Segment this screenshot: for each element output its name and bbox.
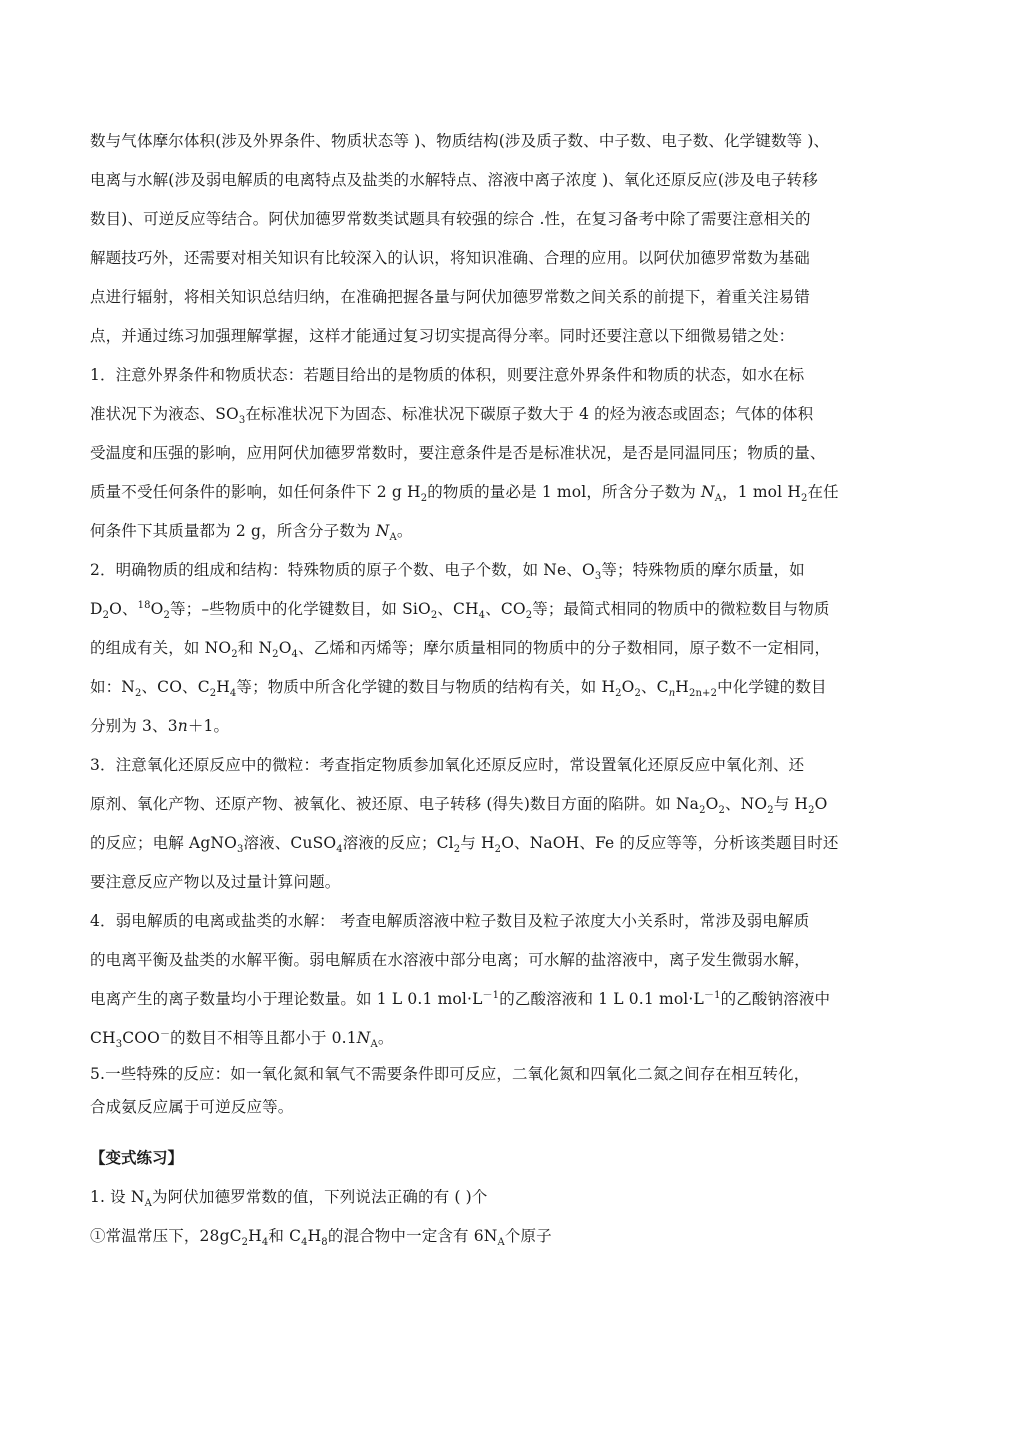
intro-paragraph <box>90 122 920 356</box>
text-line: 合成氨反应属于可逆反应等。 <box>90 1098 294 1116</box>
point-1 <box>90 356 920 551</box>
exercise-question-1 <box>90 1178 920 1256</box>
text-line: 如：$N_2$、CO、$C_2H_4$等；物质中所含化学键的数目与物质的结构有关，如 $H_2O_2$、$C_nH_{2n+2}$中化学键的数目 <box>90 678 827 700</box>
text-line: 的反应；电解 AgNO$_3$溶液、CuSO$_4$溶液的反应；$Cl_2$与 $H_2O$、NaOH、Fe 的反应等等，分析该类题目时还 <box>90 834 839 856</box>
text-line: 解题技巧外，还需要对相关知识有比较深入的认识，将知识准确、合理的应用。以阿伏加德罗常数为基础 <box>90 249 810 267</box>
point-3 <box>90 746 920 902</box>
text-line: 数与气体摩尔体积(涉及外界条件、物质状态等 )、物质结构(涉及质子数、中子数、电子数、化学键数等 )、 <box>90 132 830 150</box>
text-line: $D_2O$、$^{18}O_2$等；–些物质中的化学键数目，如 SiO$_2$、$CH_4$、$CO_2$等；最简式相同的物质中的微粒数目与物质 <box>90 599 830 622</box>
text-line: 要注意反应产物以及过量计算问题。 <box>90 873 341 891</box>
text-line: 的组成有关，如 $NO_2$和 $N_2O_4$、乙烯和丙烯等；摩尔质量相同的物质中的分子数相同，原子数不一定相同， <box>90 639 831 661</box>
text-line: 何条件下其质量都为 2 g，所含分子数为 $N_A$。 <box>90 522 413 544</box>
text-line: 的电离平衡及盐类的水解平衡。弱电解质在水溶液中部分电离；可水解的盐溶液中，离子发生微弱水解， <box>90 951 810 969</box>
point-4 <box>90 902 920 1058</box>
text-line: 2．明确物质的组成和结构：特殊物质的原子个数、电子个数，如 Ne、$O_3$等；特殊物质的摩尔质量，如 <box>90 561 805 583</box>
text-line: 准状况下为液态、$SO_3$在标准状况下为固态、标准状况下碳原子数大于 4 的烃为液态或固态；气体的体积 <box>90 405 814 427</box>
option-1: ①常温常压下，$28gC_2H_4$和 $C_4H_8$的混合物中一定含有 $6N_A$个原子 <box>90 1227 552 1249</box>
text-line: 电离与水解(涉及弱电解质的电离特点及盐类的水解特点、溶液中离子浓度 )、氧化还原反应(涉及电子转移 <box>90 171 818 189</box>
text-line: 1．注意外界条件和物质状态：若题目给出的是物质的体积，则要注意外界条件和物质的状态，如水在标 <box>90 366 805 384</box>
text-line: 分别为 3、3n＋1。 <box>90 717 230 735</box>
question-text: 1. 设 $N_A$为阿伏加德罗常数的值，下列说法正确的有 ( )个 <box>90 1188 488 1210</box>
text-line: 受温度和压强的影响，应用阿伏加德罗常数时，要注意条件是否是标准状况，是否是同温同压；物质的量、 <box>90 444 826 462</box>
text-line: 电离产生的离子数量均小于理论数量。如 1 L 0.1 $mol\cdot L^{-1}$的乙酸溶液和 1 L 0.1 $mol\cdot L^{-1}$的乙酸钠溶液中 <box>90 989 831 1008</box>
exercise-heading: 【变式练习】 <box>90 1148 184 1167</box>
text-line: 原剂、氧化产物、还原产物、被氧化、被还原、电子转移 (得失)数目方面的陷阱。如 $Na_2O_2$、$NO_2$与 $H_2O$ <box>90 795 828 817</box>
text-line: 点，并通过练习加强理解掌握，这样才能通过复习切实提高得分率。同时还要注意以下细微易错之处： <box>90 327 795 345</box>
text-line: 质量不受任何条件的影响，如任何条件下 2 g $H_2$的物质的量必是 1 mol，所含分子数为 $N_A$，1 mol $H_2$在任 <box>90 483 839 505</box>
text-line: 4．弱电解质的电离或盐类的水解： 考查电解质溶液中粒子数目及粒子浓度大小关系时，常涉及弱电解质 <box>90 912 810 930</box>
text-line: 5.一些特殊的反应：如一氧化氮和氧气不需要条件即可反应，二氧化氮和四氧化二氮之间存在相互转化， <box>90 1065 810 1083</box>
text-line: 点进行辐射，将相关知识总结归纳，在准确把握各量与阿伏加德罗常数之间关系的前提下，着重关注易错 <box>90 288 810 306</box>
document-page <box>90 122 920 1256</box>
point-2 <box>90 551 920 746</box>
text-line: 3．注意氧化还原反应中的微粒：考查指定物质参加氧化还原反应时，常设置氧化还原反应中氧化剂、还 <box>90 756 805 774</box>
point-5 <box>90 1058 920 1124</box>
text-line: $CH_3COO^-$的数目不相等且都小于 $0.1N_A$。 <box>90 1028 394 1051</box>
text-line: 数目)、可逆反应等结合。阿伏加德罗常数类试题具有较强的综合 .性，在复习备考中除了需要注意相关的 <box>90 210 811 228</box>
